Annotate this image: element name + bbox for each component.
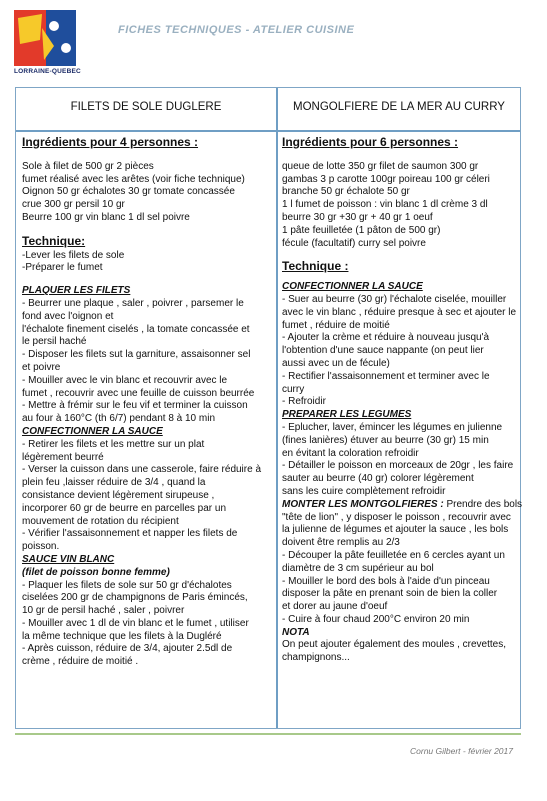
right-confect-line: avec le vin blanc , réduire presque à sec et ajouter le [282, 306, 517, 318]
left-plaquer-line: - Mettre à frémir sur le feu vif et terminer la cuisson [22, 400, 248, 412]
right-monter-heading: MONTER LES MONTGOLFIERES : [282, 498, 444, 510]
left-confect-line: - Vérifier l'assaisonnement et napper les filets de [22, 528, 238, 540]
left-confect-line: - Retirer les filets et les mettre sur un plat [22, 438, 205, 450]
right-legumes-line: - Eplucher, laver, émincer les légumes en julienne [282, 421, 503, 433]
right-confect-line: curry [282, 383, 305, 395]
left-plaquer-line: l'échalote finement ciselés , la tomate concassée et [22, 323, 250, 335]
left-ing-line: Oignon 50 gr échalotes 30 gr tomate concassée [22, 186, 235, 198]
right-legumes-line: (fines lanières) étuver au beurre (30 gr) 15 min [282, 434, 489, 446]
left-vin-line: la même technique que les filets à la Dugléré [22, 630, 222, 642]
right-monter-line: - Cuire à four chaud 200°C environ 20 min [282, 613, 470, 625]
left-confect-line: consistance devient légèrement sirupeuse , [22, 489, 215, 501]
right-nota-line: champignons... [282, 652, 350, 664]
left-vin-subheading: (filet de poisson bonne femme) [22, 566, 170, 578]
footer-divider [15, 733, 521, 735]
left-vin-line: - Mouiller avec 1 dl de vin blanc et le fumet , utiliser [22, 617, 249, 629]
right-monter-line: doivent être remplis au 2/3 [282, 537, 400, 549]
right-monter-line: "tête de lion" , y disposer le poisson , recouvrir avec [282, 511, 511, 523]
right-confect-line: - Refroidir [282, 396, 326, 408]
left-plaquer-line: fumet , recouvrir avec une feuille de cuisson beurrée [22, 387, 255, 399]
left-vin-line: - Plaquer les filets de sole sur 50 gr d'échalotes [22, 579, 232, 591]
left-plaquer-line: - Disposer les filets sut la garniture, assaisonner sel [22, 349, 251, 361]
left-plaquer-line: le persil haché [22, 336, 87, 348]
footer-author: Cornu Gilbert - février 2017 [410, 746, 513, 756]
right-technique-heading: Technique : [282, 259, 349, 274]
right-monter-line: disposer la pâte en prenant soin de bien la coller [282, 588, 498, 600]
left-ing-line: crue 300 gr persil 10 gr [22, 199, 125, 211]
recipe-table [15, 87, 521, 729]
right-legumes-line: en évitant la coloration refroidir [282, 447, 419, 459]
right-nota-heading: NOTA [282, 626, 310, 638]
right-confect-line: - Ajouter la crème et réduire à nouveau jusqu'à [282, 332, 490, 344]
left-confect-line: mouvement de rotation du récipient [22, 515, 179, 527]
right-ing-line: fécule (facultatif) curry sel poivre [282, 237, 426, 249]
left-vin-line: crème , réduire de moitié . [22, 656, 139, 668]
logo-text: LORRAINE-QUEBEC [14, 68, 81, 75]
right-monter-line: et dorer au jaune d'oeuf [282, 601, 388, 613]
left-confect-line: légèrement beurré [22, 451, 104, 463]
left-recipe-column [22, 136, 270, 669]
right-monter-first-line [282, 498, 523, 512]
right-confect-line: - Suer au beurre (30 gr) l'échalote ciselée, mouiller [282, 293, 507, 305]
right-recipe-title: MONGOLFIERE DE LA MER AU CURRY [293, 101, 505, 113]
left-confect-line: incorporer 60 gr de beurre en parcelles par un [22, 502, 227, 514]
right-monter-line: diamètre de 3 cm supérieur au bol [282, 562, 434, 574]
left-confect-heading: CONFECTIONNER LA SAUCE [22, 425, 163, 437]
left-ing-line: Sole à filet de 500 gr 2 pièces [22, 160, 154, 172]
left-plaquer-line: et poivre [22, 361, 61, 373]
right-legumes-line: sauter au beurre (40 gr) colorer légèrement [282, 473, 474, 485]
column-divider [276, 88, 278, 728]
right-confect-line: aussi avec un de fécule) [282, 357, 390, 369]
right-nota-line: On peut ajouter également des moules , crevettes, [282, 639, 507, 651]
right-monter-line: la julienne de légumes et ajouter la sauce , les bols [282, 524, 509, 536]
left-ingredients-heading: Ingrédients pour 4 personnes : [22, 135, 199, 149]
left-plaquer-heading: PLAQUER LES FILETS [22, 285, 131, 297]
right-ing-line: beurre 30 gr +30 gr + 40 gr 1 oeuf [282, 211, 433, 223]
right-monter-line: - Mouiller le bord des bols à l'aide d'un pinceau [282, 575, 490, 587]
right-monter-first-text: Prendre des bols [443, 498, 523, 510]
left-recipe-title: FILETS DE SOLE DUGLERE [70, 101, 222, 113]
right-confect-heading: CONFECTIONNER LA SAUCE [282, 281, 423, 293]
left-ing-line: fumet réalisé avec les arêtes (voir fiche technique) [22, 173, 245, 185]
left-vin-line: 10 gr de persil haché , saler , poivrer [22, 605, 185, 617]
left-vin-heading: SAUCE VIN BLANC [22, 553, 115, 565]
right-ing-line: queue de lotte 350 gr filet de saumon 300 gr [282, 160, 479, 172]
left-confect-line: poisson. [22, 541, 60, 553]
left-confect-line: plein feu ,laisser réduire de 3/4 , quand la [22, 477, 206, 489]
left-technique-heading: Technique: [22, 233, 86, 248]
left-tech-line: -Lever les filets de sole [22, 249, 125, 261]
left-tech-line: -Préparer le fumet [22, 262, 103, 274]
left-plaquer-line: fond avec l'oignon et [22, 310, 114, 322]
left-ing-line: Beurre 100 gr vin blanc 1 dl sel poivre [22, 211, 190, 223]
right-monter-line: - Découper la pâte feuilletée en 6 cercles ayant un [282, 549, 505, 561]
right-confect-line: fumet , réduire de moitié [282, 319, 390, 331]
right-confect-line: l'obtention d'une sauce nappante (on peut lier [282, 345, 484, 357]
right-ing-line: 1 pâte feuilletée (1 pâton de 500 gr) [282, 224, 441, 236]
left-plaquer-line: - Mouiller avec le vin blanc et recouvrir avec le [22, 374, 228, 386]
left-plaquer-line: - Beurrer une plaque , saler , poivrer , parsemer le [22, 297, 244, 309]
left-vin-line: ciselées 200 gr de champignons de Paris émincés, [22, 592, 248, 604]
page-header-title: FICHES TECHNIQUES - ATELIER CUISINE [118, 24, 355, 36]
right-legumes-line: sans les cuire complètement refroidir [282, 485, 446, 497]
left-vin-line: - Après cuisson, réduire de 3/4, ajouter 2.5dl de [22, 643, 233, 655]
right-ing-line: branche 50 gr échalote 50 gr [282, 186, 410, 198]
right-legumes-heading: PREPARER LES LEGUMES [282, 409, 412, 421]
right-recipe-column [282, 135, 523, 665]
right-ing-line: gambas 3 p carotte 100gr poireau 100 gr céleri [282, 173, 490, 185]
right-ing-line: 1 l fumet de poisson : vin blanc 1 dl crème 3 dl [282, 199, 488, 211]
left-plaquer-line: au four à 160°C (th 6/7) pendant 8 à 10 min [22, 413, 216, 425]
right-confect-line: - Rectifier l'assaisonnement et terminer avec le [282, 370, 490, 382]
right-legumes-line: - Détailler le poisson en morceaux de 20gr , les faire [282, 460, 514, 472]
right-ingredients-heading: Ingrédients pour 6 personnes : [282, 135, 459, 149]
left-confect-line: - Verser la cuisson dans une casserole, faire réduire à [22, 464, 262, 476]
